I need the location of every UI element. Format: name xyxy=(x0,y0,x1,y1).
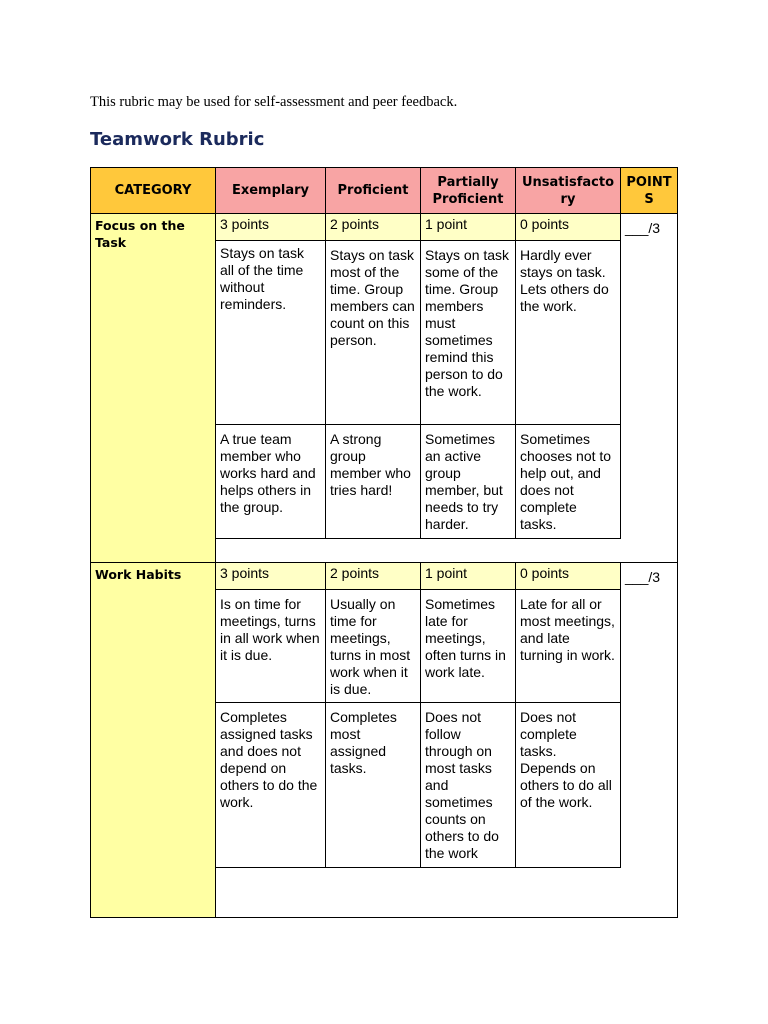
desc-work-unsat-1: Late for all or most meetings, and late turning in work. xyxy=(515,589,621,703)
desc-focus-unsat-1: Hardly ever stays on task. Lets others do the work. xyxy=(515,240,621,425)
points-label-3: 3 points xyxy=(215,213,326,241)
desc-work-partial-2: Does not follow through on most tasks and sometimes counts on others to do the work xyxy=(420,702,516,868)
points-label-3: 3 points xyxy=(215,562,326,590)
header-partially-proficient: Partially Proficient xyxy=(420,167,516,214)
points-label-2: 2 points xyxy=(325,562,421,590)
header-points: POINTS xyxy=(620,167,678,214)
desc-focus-partial-2: Sometimes an active group member, but needs to try harder. xyxy=(420,424,516,539)
desc-work-unsat-2: Does not complete tasks. Depends on others to do all of the work. xyxy=(515,702,621,868)
header-exemplary: Exemplary xyxy=(215,167,326,214)
desc-focus-exemplary-1: Stays on task all of the time without reminders. xyxy=(215,240,326,425)
header-category: CATEGORY xyxy=(90,167,216,214)
desc-work-exemplary-2: Completes assigned tasks and does not depend on others to do the work. xyxy=(215,702,326,868)
desc-work-partial-1: Sometimes late for meetings, often turns in work late. xyxy=(420,589,516,703)
category-focus-on-task: Focus on the Task xyxy=(90,213,216,563)
desc-work-proficient-1: Usually on time for meetings, turns in most work when it is due. xyxy=(325,589,421,703)
desc-focus-proficient-2: A strong group member who tries hard! xyxy=(325,424,421,539)
points-label-1: 1 point xyxy=(420,213,516,241)
page-title: Teamwork Rubric xyxy=(90,129,265,150)
desc-work-exemplary-1: Is on time for meetings, turns in all work when it is due. xyxy=(215,589,326,703)
desc-work-proficient-2: Completes most assigned tasks. xyxy=(325,702,421,868)
points-label-1: 1 point xyxy=(420,562,516,590)
score-work-habits: ___/3 xyxy=(625,569,661,585)
score-focus-on-task: ___/3 xyxy=(625,220,661,236)
desc-focus-proficient-1: Stays on task most of the time. Group members can count on this person. xyxy=(325,240,421,425)
points-label-0: 0 points xyxy=(515,213,621,241)
desc-focus-exemplary-2: A true team member who works hard and helps others in the group. xyxy=(215,424,326,539)
category-work-habits: Work Habits xyxy=(90,562,216,918)
points-label-0: 0 points xyxy=(515,562,621,590)
intro-text: This rubric may be used for self-assessment and peer feedback. xyxy=(90,94,458,110)
header-unsatisfactory: Unsatisfactory xyxy=(515,167,621,214)
header-proficient: Proficient xyxy=(325,167,421,214)
desc-focus-unsat-2: Sometimes chooses not to help out, and does not complete tasks. xyxy=(515,424,621,539)
points-label-2: 2 points xyxy=(325,213,421,241)
desc-focus-partial-1: Stays on task some of the time. Group members must sometimes remind this person to do the work. xyxy=(420,240,516,425)
